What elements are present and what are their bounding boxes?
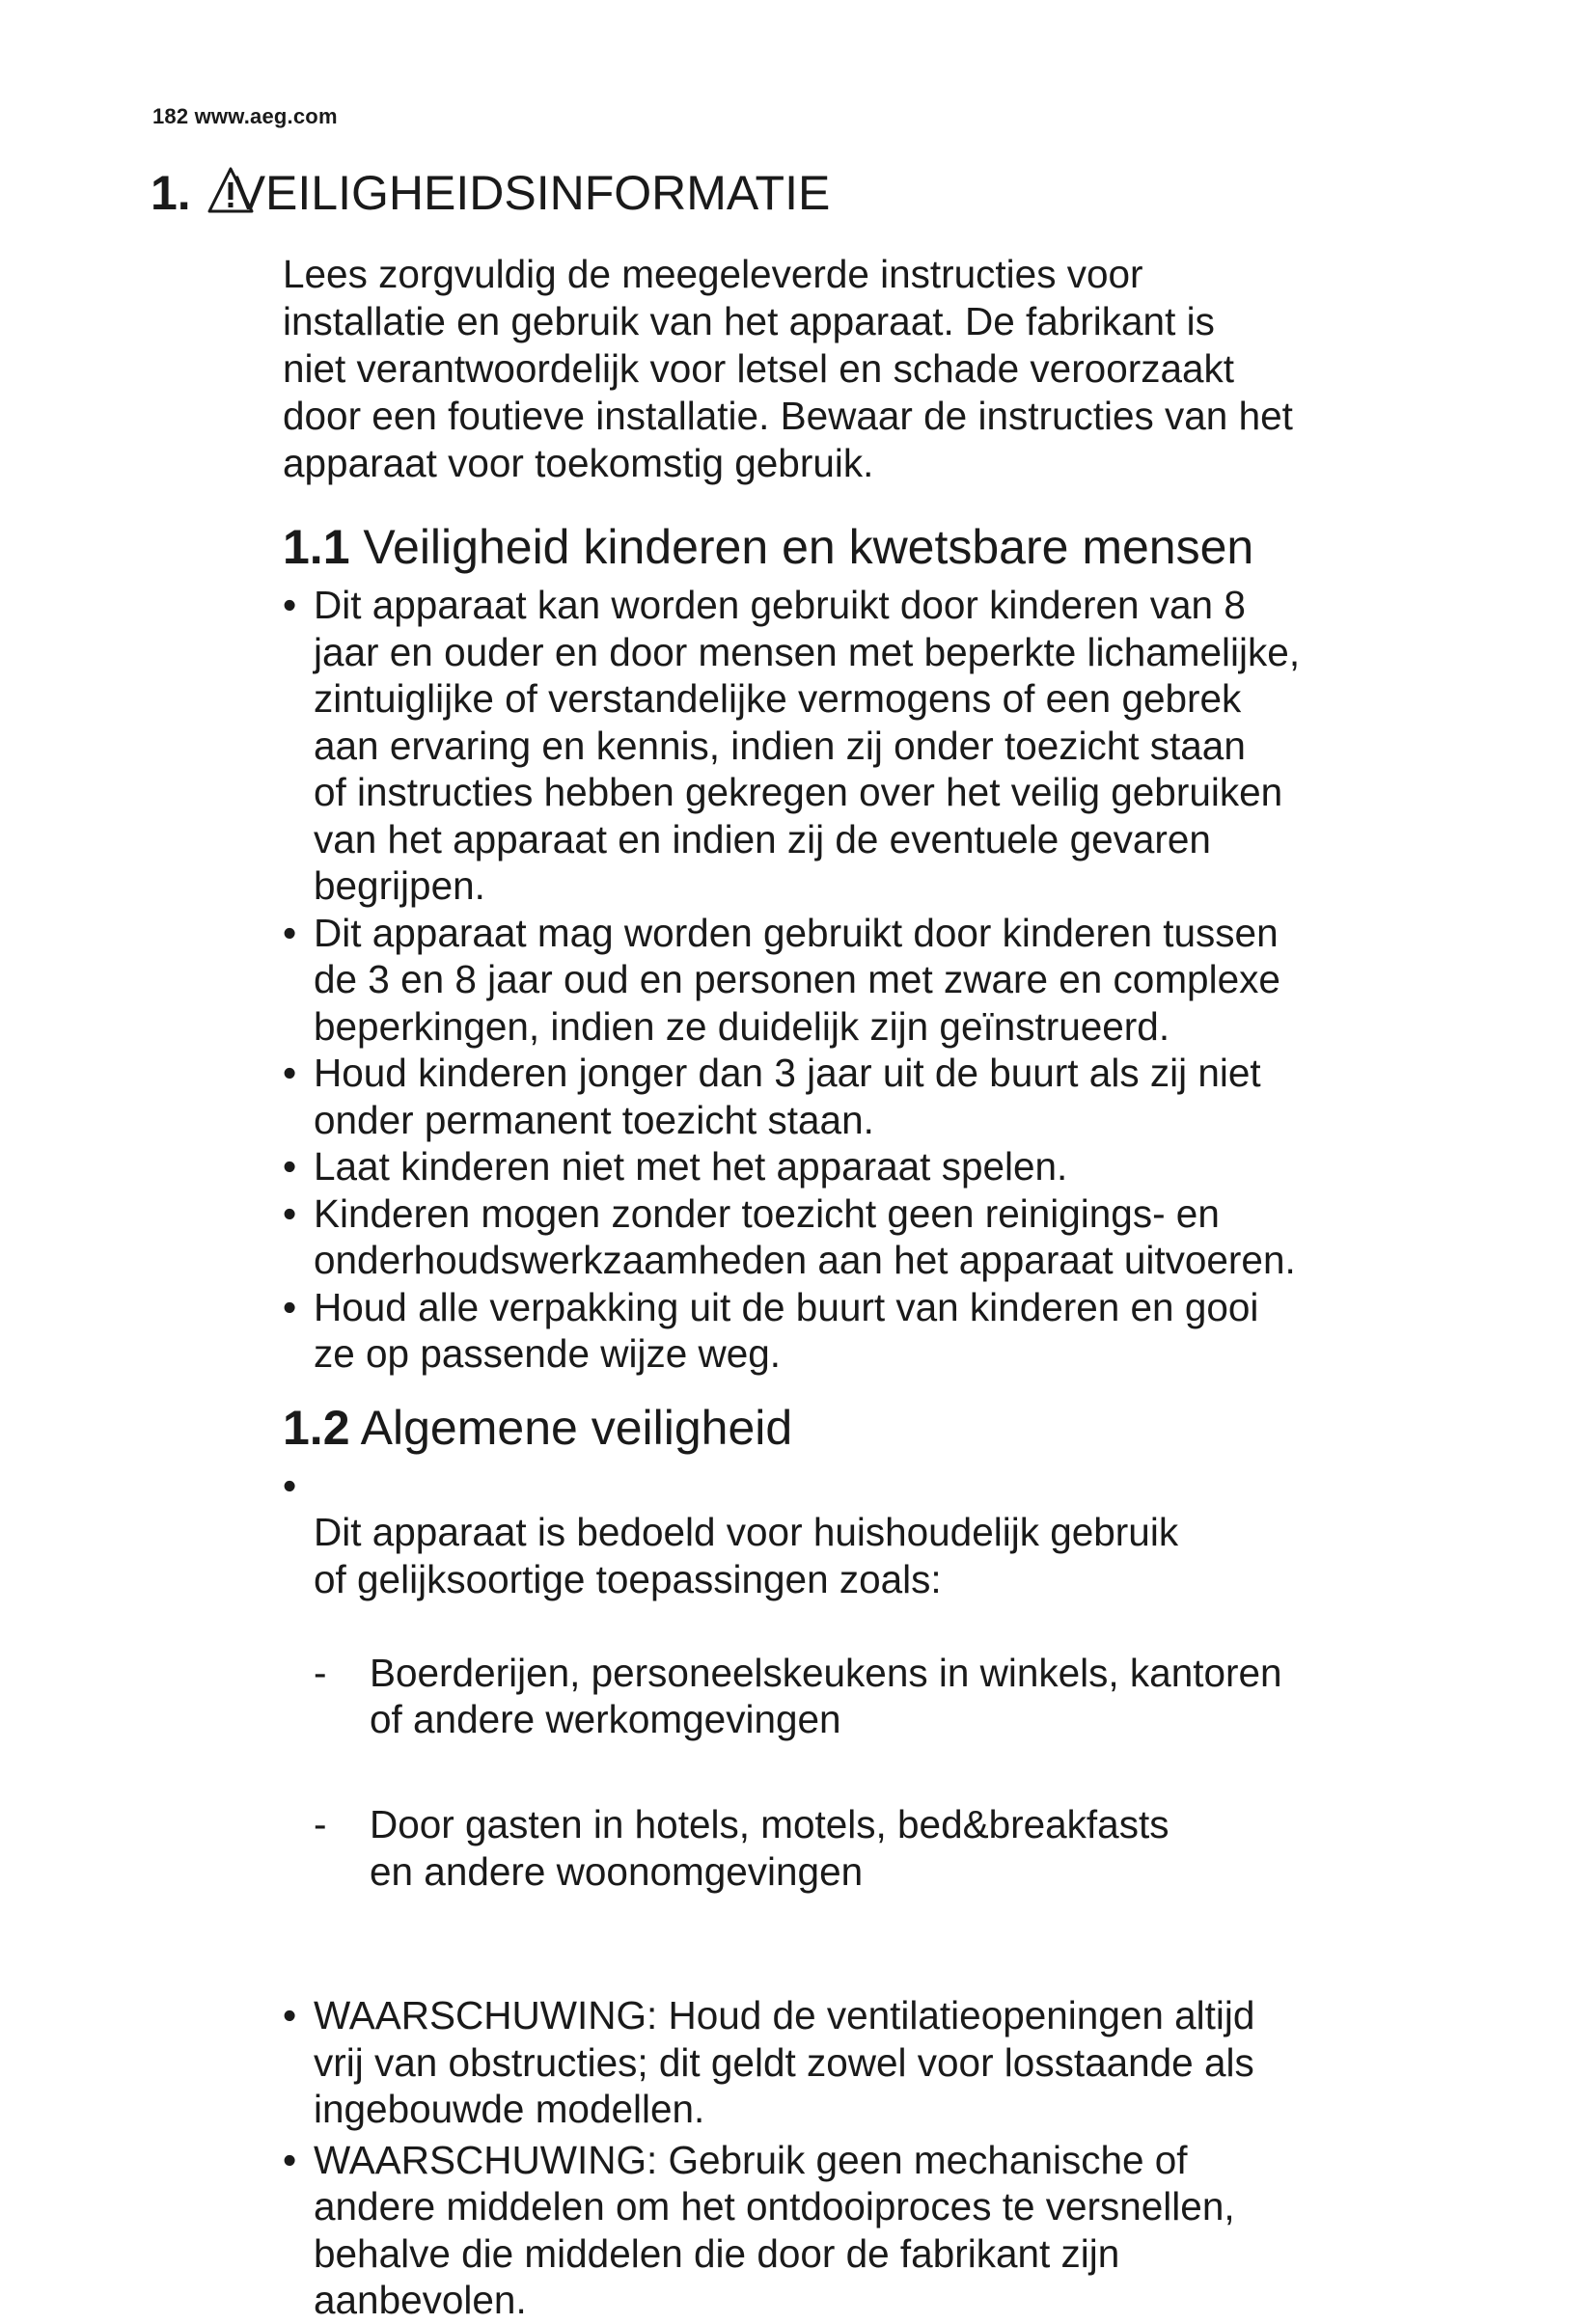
list-item	[283, 2137, 1470, 2324]
bullet-icon: •	[283, 1051, 297, 1095]
list-item	[283, 1190, 1470, 1284]
general-safety-list	[283, 1463, 1470, 2324]
bullet-icon: •	[283, 2137, 297, 2182]
bullet-icon: •	[283, 1284, 297, 1329]
page-header: 182 www.aeg.com	[152, 104, 338, 128]
list-item	[283, 1050, 1470, 1143]
list-item	[283, 910, 1470, 1051]
bullet-icon: •	[283, 1993, 297, 2037]
bullet-icon: •	[283, 1190, 297, 1236]
list-item	[283, 1992, 1470, 2133]
section-number: 1.1	[283, 520, 350, 574]
list-item-text: Dit apparaat kan worden gebruikt door kinderen van 8 jaar en ouder en door mensen met beperkte lichamelijke, zintuiglijke of verstandelijke vermogens of een gebrek aan ervaring en kennis, indien zij onder toezicht staan of instructies hebben gekregen over het veilig gebruiken van het apparaat en indien zij de eventuele gevaren begrijpen.	[314, 583, 1301, 908]
list-item-text: Dit apparaat mag worden gebruikt door kinderen tussen de 3 en 8 jaar oud en personen met zware en complexe beperkingen, indien ze duidelijk zijn geïnstrueerd.	[314, 910, 1280, 1049]
bullet-icon: •	[283, 910, 297, 955]
bullet-icon: •	[283, 1463, 297, 1508]
list-item	[283, 582, 1470, 910]
sub-list-item-text: Boerderijen, personeelskeukens in winkels, kantoren of andere werkomgevingen	[370, 1650, 1282, 1741]
section-heading-1-2	[283, 1401, 1470, 1455]
list-item	[283, 1284, 1470, 1378]
list-item-text: Houd alle verpakking uit de buurt van kinderen en gooi ze op passende wijze weg.	[314, 1284, 1259, 1376]
warning-triangle-icon	[206, 165, 255, 217]
section-heading-1-1	[283, 520, 1470, 574]
dash-icon: -	[314, 1802, 327, 1846]
section-number: 1.2	[283, 1400, 350, 1455]
chapter-number: 1.	[151, 166, 191, 220]
dash-icon: -	[314, 1650, 327, 1695]
child-safety-list	[283, 582, 1470, 1378]
list-item-text: Houd kinderen jonger dan 3 jaar uit de buurt als zij niet onder permanent toezicht staan.	[314, 1051, 1261, 1142]
list-item-text: Kinderen mogen zonder toezicht geen reinigings- en onderhoudswerkzaamheden aan het apparaat uitvoeren.	[314, 1190, 1296, 1282]
list-item-text: WAARSCHUWING: Houd de ventilatieopeningen altijd vrij van obstructies; dit geldt zowel voor losstaande als ingebouwde modellen.	[314, 1993, 1255, 2131]
section-title: Algemene veiligheid	[360, 1400, 793, 1455]
list-item	[283, 1463, 1470, 1989]
sub-list-item	[314, 1801, 1470, 1895]
content	[283, 251, 1470, 2324]
section-title: Veiligheid kinderen en kwetsbare mensen	[363, 520, 1254, 574]
list-item-text: WAARSCHUWING: Gebruik geen mechanische of andere middelen om het ontdooiproces te versnellen, behalve die middelen die door de fabrikant zijn aanbevolen.	[314, 2137, 1235, 2322]
list-item-text: Laat kinderen niet met het apparaat spelen.	[314, 1144, 1068, 1189]
chapter-title	[151, 164, 830, 222]
list-item	[283, 1143, 1470, 1190]
bullet-icon: •	[283, 583, 297, 627]
sub-list-item	[314, 1650, 1470, 1743]
list-item-text: Dit apparaat is bedoeld voor huishoudelijk gebruik of gelijksoortige toepassingen zoals:	[314, 1510, 1179, 1601]
chapter-title-text: VEILIGHEIDSINFORMATIE	[233, 166, 831, 220]
intro-paragraph: Lees zorgvuldig de meegeleverde instructies voor installatie en gebruik van het apparaat. De fabrikant is niet verantwoordelijk voor letsel en schade veroorzaakt door een foutieve installatie. Bewaar de instructies van het apparaat voor toekomstig gebruik.	[283, 252, 1293, 485]
bullet-icon: •	[283, 1144, 297, 1189]
sub-list	[314, 1602, 1470, 1942]
sub-list-item-text: Door gasten in hotels, motels, bed&breakfasts en andere woonomgevingen	[370, 1802, 1169, 1894]
